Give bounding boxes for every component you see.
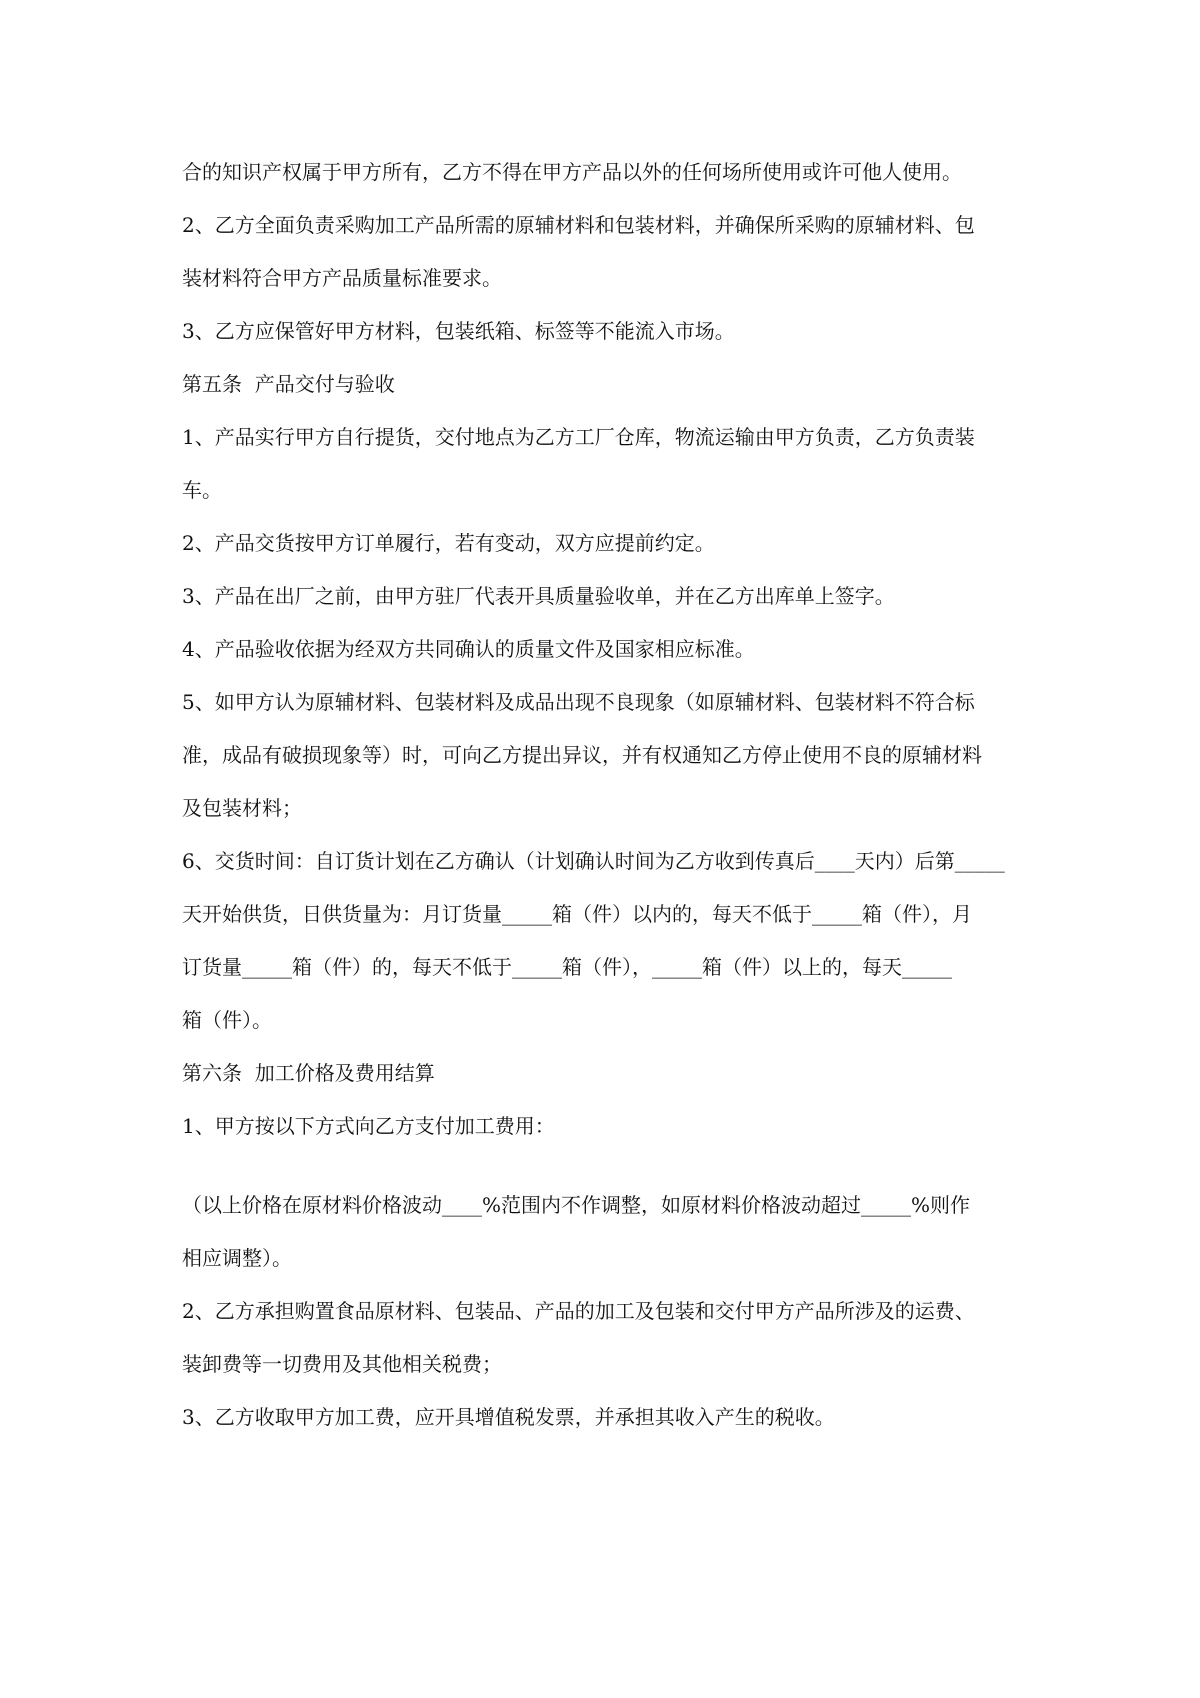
clause-6-heading: 第六条 加工价格及费用结算 — [182, 1061, 435, 1085]
clause-5-item-4: 4、产品验收依据为经双方共同确认的质量文件及国家相应标准。 — [182, 637, 755, 661]
clause-5-item-6-line-1: 6、交货时间：自订货计划在乙方确认（计划确认时间为乙方收到传真后____天内）后第_____ — [182, 849, 1005, 873]
clause-5-item-5-line-1: 5、如甲方认为原辅材料、包装材料及成品出现不良现象（如原辅材料、包装材料不符合标 — [182, 690, 975, 714]
clause-5-item-5-line-3: 及包装材料； — [182, 796, 302, 820]
price-adjustment-note-line-2: 相应调整）。 — [182, 1246, 292, 1270]
clause-5-item-6-line-3: 订货量_____箱（件）的，每天不低于_____箱（件），_____箱（件）以上的，每天_____ — [182, 955, 952, 979]
price-adjustment-note-line-1: （以上价格在原材料价格波动____%范围内不作调整，如原材料价格波动超过_____%则作 — [182, 1193, 971, 1217]
clause-5-item-6-line-4: 箱（件）。 — [182, 1008, 272, 1032]
clause-5-heading: 第五条 产品交付与验收 — [182, 372, 395, 396]
clause-4-paragraph-1-continued: 合的知识产权属于甲方所有，乙方不得在甲方产品以外的任何场所使用或许可他人使用。 — [182, 160, 962, 184]
clause-5-item-3: 3、产品在出厂之前，由甲方驻厂代表开具质量验收单，并在乙方出库单上签字。 — [182, 584, 895, 608]
clause-5-item-6-line-2: 天开始供货，日供货量为：月订货量_____箱（件）以内的，每天不低于_____箱（件），月 — [182, 902, 972, 926]
clause-6-item-2-line-1: 2、乙方承担购置食品原材料、包装品、产品的加工及包装和交付甲方产品所涉及的运费、 — [182, 1299, 975, 1323]
clause-6-item-3: 3、乙方收取甲方加工费，应开具增值税发票，并承担其收入产生的税收。 — [182, 1405, 835, 1429]
clause-4-item-2-line-2: 装材料符合甲方产品质量标准要求。 — [182, 266, 502, 290]
clause-5-item-2: 2、产品交货按甲方订单履行，若有变动，双方应提前约定。 — [182, 531, 715, 555]
clause-5-item-1-line-2: 车。 — [182, 478, 222, 502]
clause-5-item-5-line-2: 准，成品有破损现象等）时，可向乙方提出异议，并有权通知乙方停止使用不良的原辅材料 — [182, 743, 982, 767]
clause-6-item-2-line-2: 装卸费等一切费用及其他相关税费； — [182, 1352, 502, 1376]
clause-5-item-1-line-1: 1、产品实行甲方自行提货，交付地点为乙方工厂仓库，物流运输由甲方负责，乙方负责装 — [182, 425, 975, 449]
clause-4-item-2-line-1: 2、乙方全面负责采购加工产品所需的原辅材料和包装材料，并确保所采购的原辅材料、包 — [182, 213, 975, 237]
clause-4-item-3: 3、乙方应保管好甲方材料，包装纸箱、标签等不能流入市场。 — [182, 319, 735, 343]
clause-6-item-1: 1、甲方按以下方式向乙方支付加工费用： — [182, 1114, 555, 1138]
